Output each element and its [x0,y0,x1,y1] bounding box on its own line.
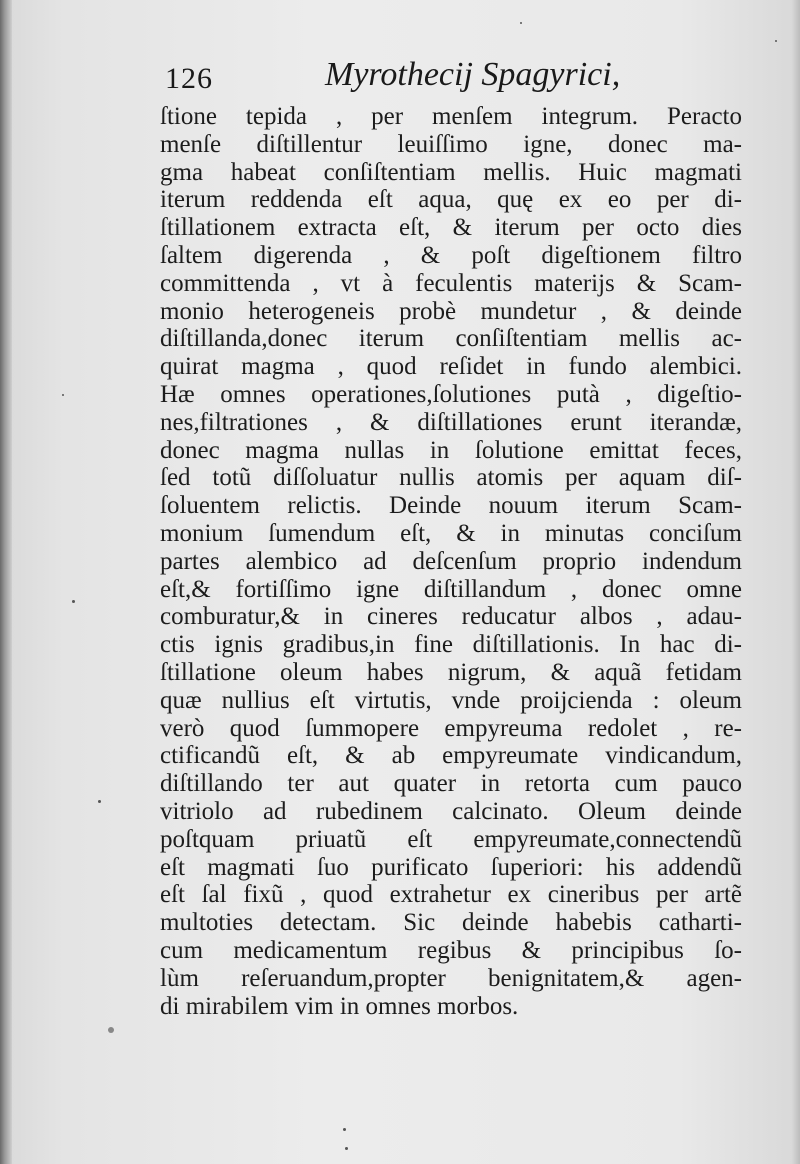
paper-speck [345,1147,348,1150]
text-line: diſtillanda,donec iterum conſiſtentiam mellis ac- [160,325,742,353]
running-title: Myrothecij Spagyrici, [325,56,621,93]
paper-speck [62,394,64,396]
text-line: Hæ omnes operationes,ſolutiones putà , digeſtio- [160,380,742,408]
text-line: nes,filtrationes , & diſtillationes erunt iterandæ, [160,408,742,436]
text-line: quæ nullius eſt virtutis, vnde proijcienda : oleum [160,686,742,714]
text-line: menſe diſtillentur leuiſſimo igne, donec ma- [160,130,742,158]
text-line: diſtillando ter aut quater in retorta cum pauco [160,770,742,798]
text-line: monium ſumendum eſt, & in minutas conciſum [160,519,742,547]
text-line: ſaltem digerenda , & poſt digeſtionem filtro [160,241,742,269]
paper-speck [775,40,777,42]
text-line: ctificandũ eſt, & ab empyreumate vindicandum, [160,742,742,770]
text-line: verò quod ſummopere empyreuma redolet , re- [160,714,742,742]
text-line: partes alembico ad deſcenſum proprio indendum [160,547,742,575]
text-line: ſtillationem extracta eſt, & iterum per octo dies [160,214,742,242]
text-line: gma habeat conſiſtentiam mellis. Huic magmati [160,158,742,186]
text-line: quirat magma , quod reſidet in fundo alembici. [160,353,742,381]
text-line: vitriolo ad rubedinem calcinato. Oleum deinde [160,797,742,825]
text-line: eſt magmati ſuo purificato ſuperiori: his addendũ [160,853,742,881]
text-line: ſed totũ diſſoluatur nullis atomis per aquam diſ- [160,464,742,492]
paper-speck [98,800,101,803]
text-line: iterum reddenda eſt aqua, quę ex eo per di- [160,186,742,214]
text-line: ſtillatione oleum habes nigrum, & aquã fetidam [160,658,742,686]
page-edge [792,0,800,1164]
body-text [160,103,742,1020]
page-header [165,52,635,102]
text-line: ctis ignis gradibus,in fine diſtillationis. In hac di- [160,631,742,659]
page-number: 126 [165,62,213,95]
paper-speck [72,600,75,603]
text-line: ſoluentem relictis. Deinde nouum iterum Scam- [160,492,742,520]
text-line: comburatur,& in cineres reducatur albos , adau- [160,603,742,631]
text-line: multoties detectam. Sic deinde habebis catharti- [160,909,742,937]
text-line: eſt,& fortiſſimo igne diſtillandum , donec omne [160,575,742,603]
text-line: committenda , vt à feculentis materijs & Scam- [160,269,742,297]
text-line: ſtione tepida , per menſem integrum. Peracto [160,103,742,130]
text-line: poſtquam priuatũ eſt empyreumate,connectendũ [160,825,742,853]
text-line: monio heterogeneis probè mundetur , & deinde [160,297,742,325]
text-line: di mirabilem vim in omnes morbos. [160,992,519,1020]
paper-speck [520,22,522,24]
text-line: lùm reſeruandum,propter benignitatem,& agen- [160,964,742,992]
binding-shadow [0,0,12,1164]
text-line: cum medicamentum regibus & principibus ſo- [160,936,742,964]
paper-speck [343,1128,346,1131]
paper-speck [108,1027,114,1033]
text-line: donec magma nullas in ſolutione emittat feces, [160,436,742,464]
text-line: eſt ſal fixũ , quod extrahetur ex cineribus per artẽ [160,881,742,909]
